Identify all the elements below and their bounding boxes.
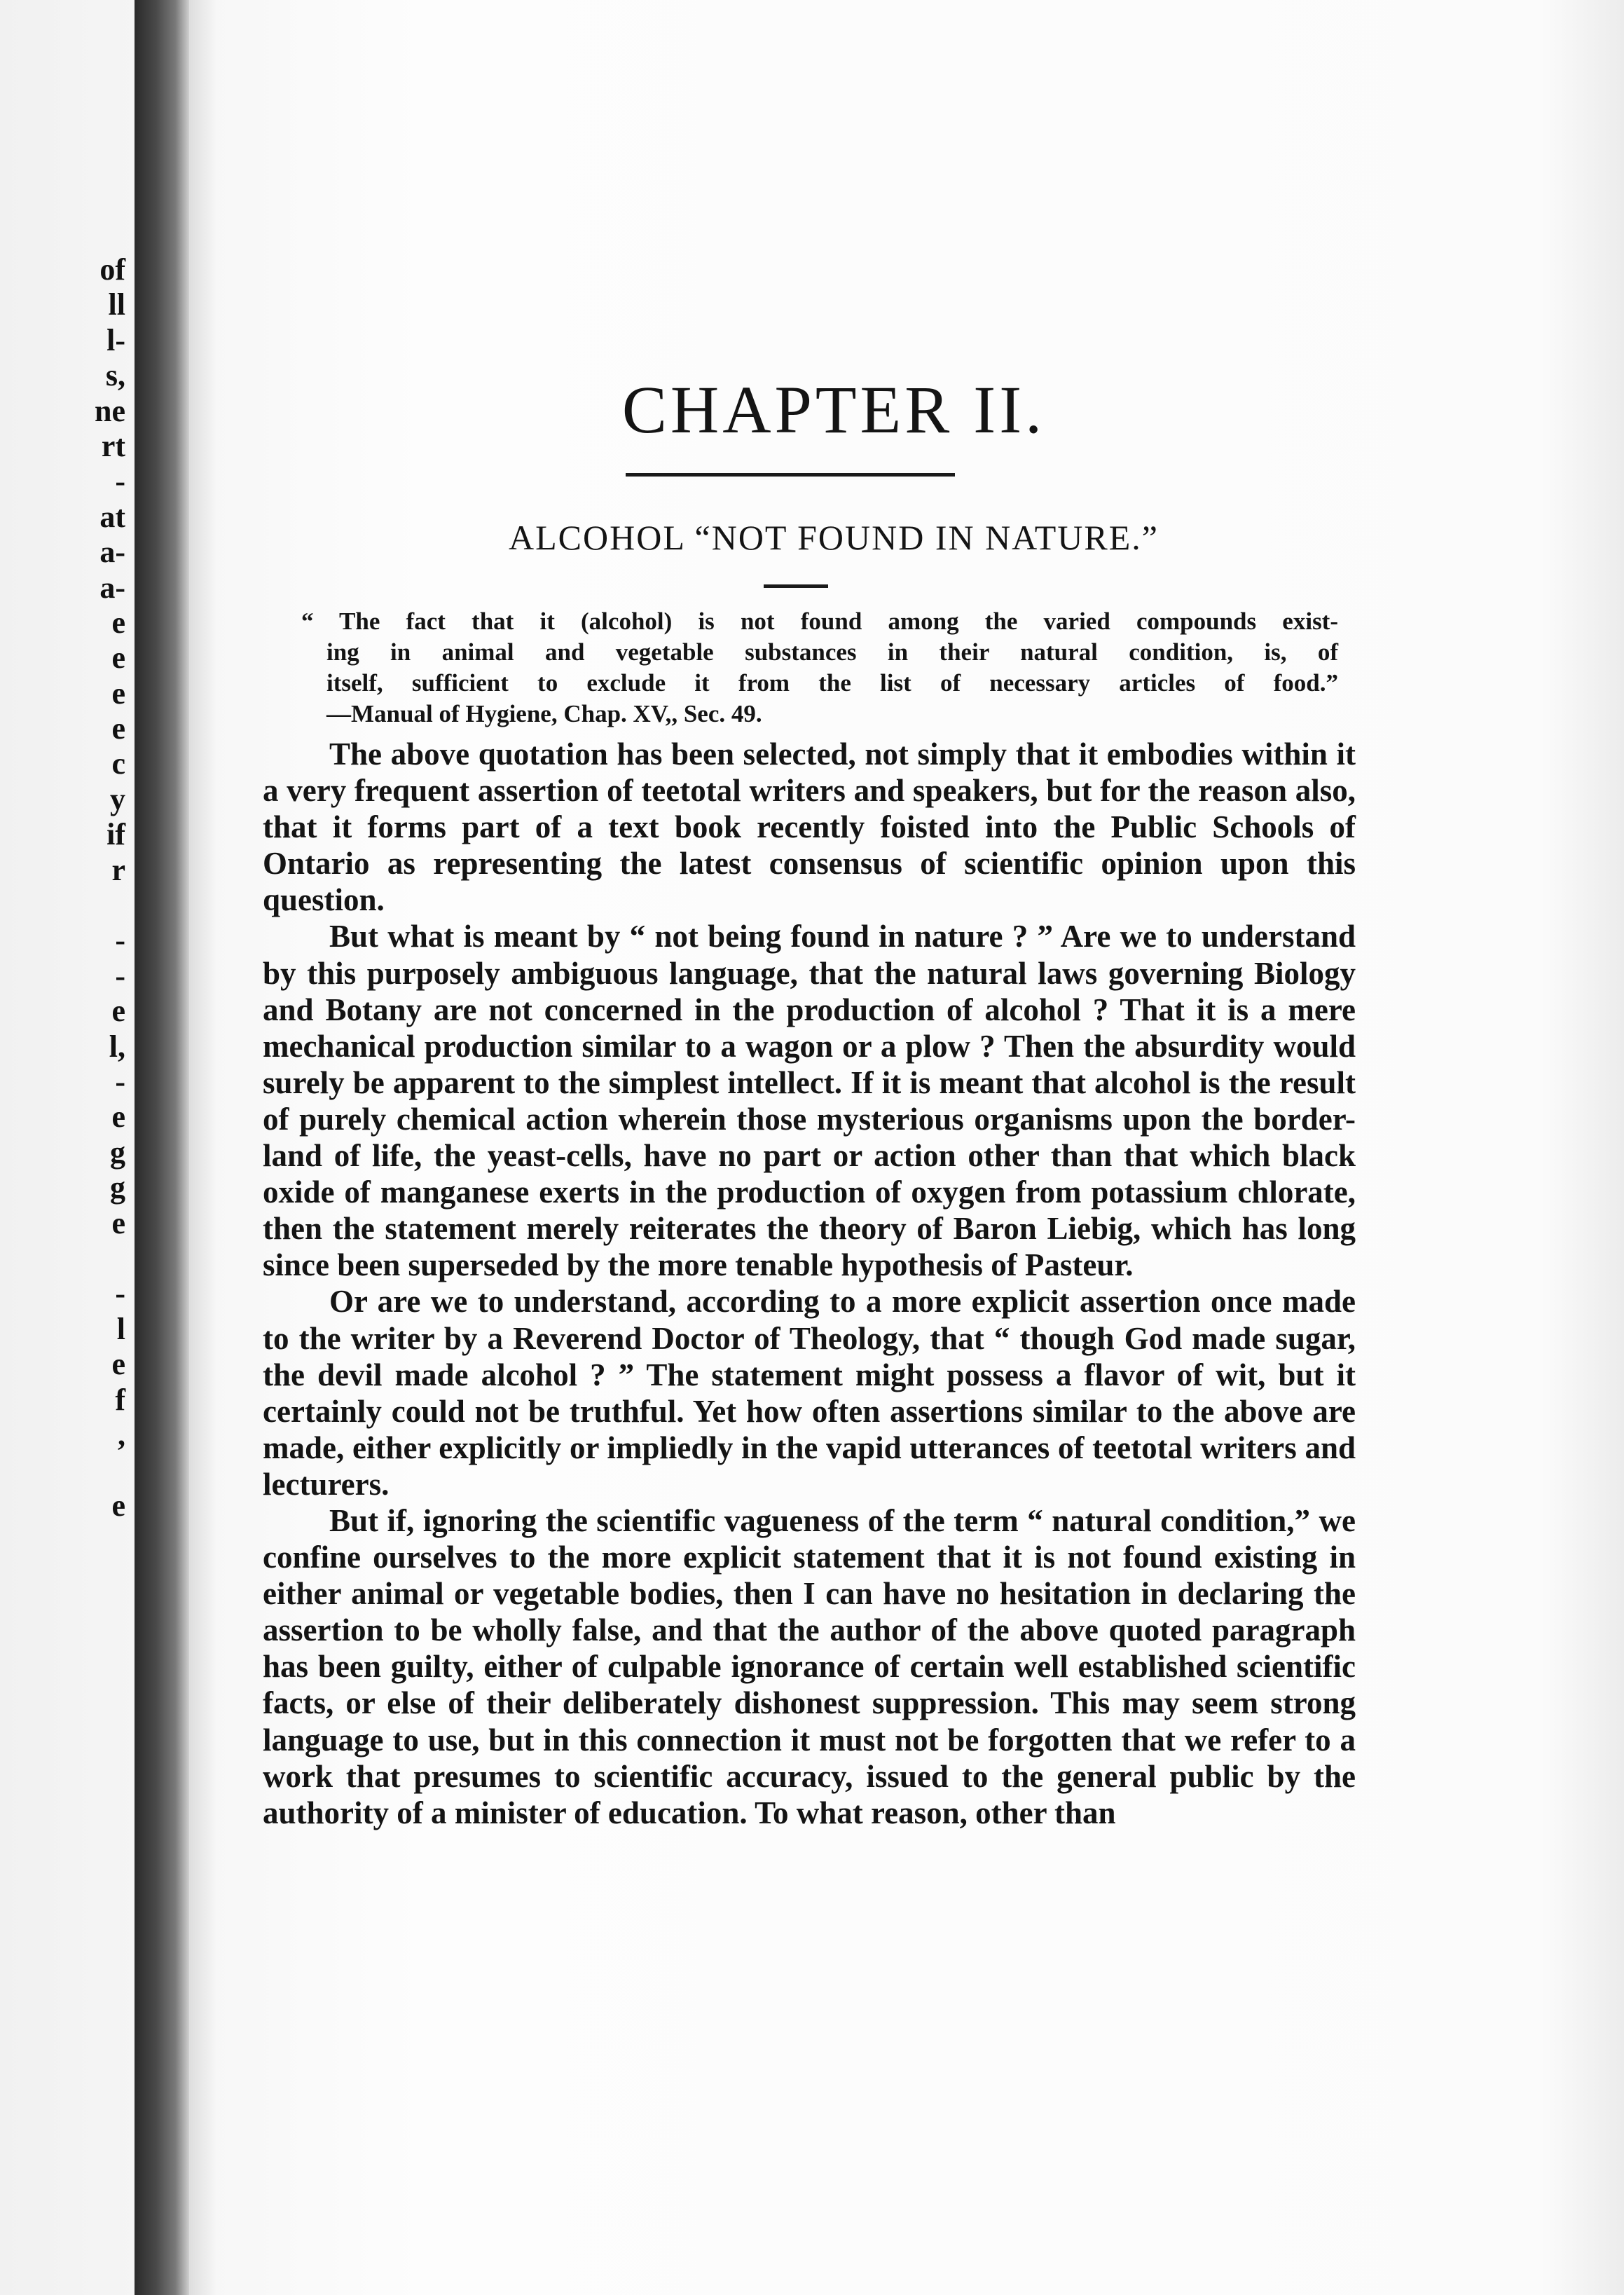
facing-page-fragment: , (118, 1417, 125, 1452)
facing-page-fragment: f (115, 1382, 125, 1417)
paragraph: Or are we to understand, according to a more explicit assertion once made to the writer by a Reverend Doctor of Theology, that “ though God made sugar, the devil made alcohol ? ” The statement might possess a flavor of wit, but it certainly could not be truthful. Yet how often assertions similar to the above are made, either explicitly or impliedly in the vapid utterances of teetotal writers and lecturers. (263, 1284, 1356, 1502)
facing-page-fragment: - (115, 1276, 125, 1311)
body-text (263, 736, 1356, 1831)
facing-page-fragment: e (111, 640, 125, 676)
facing-page-fragment: e (111, 676, 125, 711)
facing-page-fragment: ne (95, 393, 125, 428)
facing-page-fragment: ll (108, 287, 125, 322)
facing-page-fragment: r (111, 852, 125, 887)
facing-page-fragment: c (111, 746, 125, 781)
paragraph: But what is meant by “ not being found in nature ? ” Are we to understand by this purposely ambiguous language, that the natural laws governing Biology and Botany are not concerned in the production of alcohol ? That it is a mere mechanical production similar to a wagon or a plow ? Then the absurdity would surely be apparent to the simplest intellect. If it is meant that alcohol is the result of purely chemical action wherein those mysterious organisms upon the border-land of life, the yeast-cells, have no part or action other than that which black oxide of manganese exerts in the production of oxygen from potassium chlorate, then the statement merely reiterates the theory of Baron Liebig, which has long since been superseded by the more tenable hypothesis of Pasteur. (263, 919, 1356, 1283)
section-heading: ALCOHOL “NOT FOUND IN NATURE.” (509, 518, 1159, 557)
facing-page-fragment: if (106, 817, 125, 852)
facing-page-fragment: a- (99, 535, 125, 570)
facing-page-fragment (0, 1241, 130, 1276)
facing-page-fragment: s, (105, 358, 125, 393)
facing-page-fragment: y (110, 781, 125, 816)
facing-page-fragment: e (111, 994, 125, 1029)
facing-page-fragment: - (115, 923, 125, 958)
facing-page-fragment: rt (101, 428, 125, 463)
chapter-title: CHAPTER II. (621, 372, 1046, 447)
facing-page-fragment: e (111, 605, 125, 640)
epigraph-line: “ The fact that it (alcohol) is not found among the varied compounds exist- (301, 608, 1338, 635)
facing-page-fragment: - (115, 958, 125, 993)
facing-page-fragment: g (110, 1135, 125, 1170)
paragraph: The above quotation has been selected, not simply that it embodies within it a very frequent assertion of teetotal writers and speakers, but for the reason also, that it forms part of a text book recently foisted into the Public Schools of Ontario as representing the latest consensus of scientific opinion upon this question. (263, 737, 1356, 918)
facing-page-fragment: l- (106, 322, 125, 357)
facing-page-fragment: a- (99, 570, 125, 605)
binding-gutter (135, 0, 189, 2295)
facing-page-fragment: - (115, 464, 125, 499)
facing-page-fragment (0, 1453, 130, 1488)
epigraph-citation: —Manual of Hygiene, Chap. XV,, Sec. 49. (326, 700, 762, 727)
facing-page-fragment: l (116, 1311, 125, 1346)
facing-page-fragment: e (111, 1347, 125, 1382)
paragraph: But if, ignoring the scientific vagueness of the term “ natural condition,” we confine ourselves to the more explicit statement that it is not found existing in either animal or vegetable bodies, then I can have no hesitation in declaring the assertion to be wholly false, and that the author of the above quoted paragraph has been guilty, either of culpable ignorance of certain well established scientific facts, or else of their deliberately dishonest suppression. This may seem strong language to use, but in this connection it must not be forgotten that we refer to a work that presumes to scientific accuracy, issued to the general public by the authority of a minister of education. To what reason, other than (263, 1502, 1356, 1830)
facing-page-fragment: l, (109, 1029, 125, 1064)
facing-page-fragment: at (99, 499, 125, 534)
heading-rule (764, 584, 828, 588)
title-rule (626, 473, 955, 477)
facing-page-fragment: e (111, 1099, 125, 1135)
epigraph-line: itself, sufficient to exclude it from the list of necessary articles of food.” (326, 669, 1338, 697)
facing-page-fragment (0, 888, 130, 923)
facing-page-fragment: - (115, 1064, 125, 1099)
epigraph-line: ing in animal and vegetable substances in their natural condition, is, of (326, 638, 1338, 666)
facing-page-fragment: e (111, 1205, 125, 1240)
epigraph-quote (301, 606, 1338, 729)
facing-page-fragment: of (99, 252, 125, 287)
facing-page-fragment: g (110, 1170, 125, 1205)
facing-page-fragment: e (111, 711, 125, 746)
facing-page-fragment: e (111, 1488, 125, 1523)
gutter-shadow (189, 0, 217, 2295)
facing-page-fragments (0, 252, 130, 1523)
